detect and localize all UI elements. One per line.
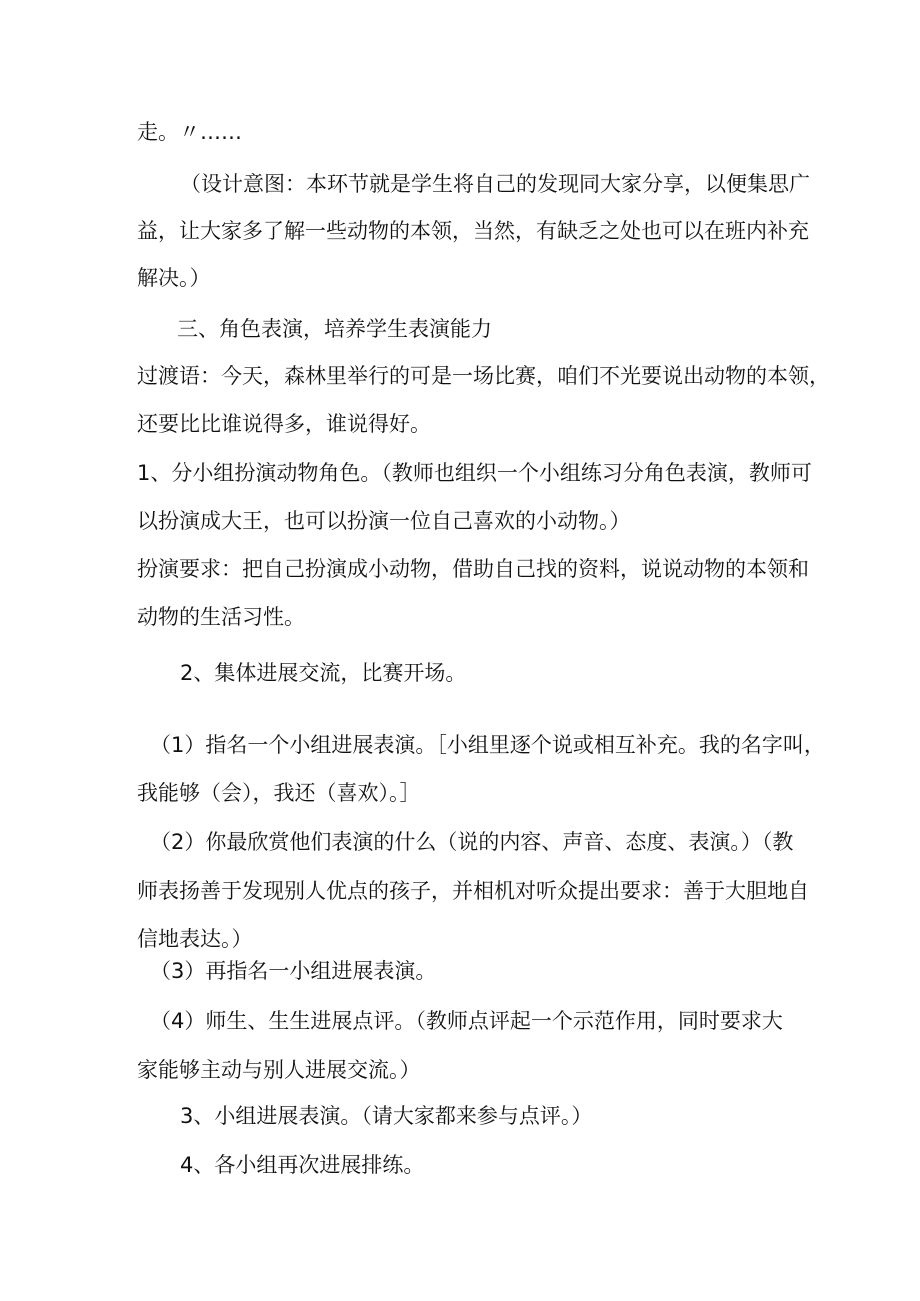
- text-line: 我能够（会），我还（喜欢）。］: [137, 781, 421, 805]
- text-line: 4、各小组再次进展排练。: [180, 1153, 425, 1177]
- text-line: （3）再指名一小组进展表演。: [150, 959, 437, 983]
- text-line: （设计意图：本环节就是学生将自己的发现同大家分享，以便集思广: [180, 172, 810, 196]
- text-line: 过渡语：今天，森林里举行的可是一场比赛，咱们不光要说出动物的本领，: [137, 364, 830, 388]
- text-line: 益，让大家多了解一些动物的本领，当然，有缺乏之处也可以在班内补充: [137, 219, 809, 243]
- text-line: 2、集体进展交流，比赛开场。: [180, 661, 467, 685]
- text-line: （1）指名一个小组进展表演。［小组里逐个说或相互补充。我的名字叫，: [150, 733, 825, 757]
- text-line: 师表扬善于发现别人优点的孩子，并相机对听众提出要求：善于大胆地自: [137, 879, 809, 903]
- text-line: 还要比比谁说得多，谁说得好。: [137, 412, 431, 436]
- text-line: 家能够主动与别人进展交流。）: [137, 1058, 421, 1082]
- text-line: 1、分小组扮演动物角色。（教师也组织一个小组练习分角色表演，教师可: [137, 461, 812, 485]
- text-line: 以扮演成大王，也可以扮演一位自己喜欢的小动物。）: [137, 509, 631, 533]
- text-line: 3、小组进展表演。（请大家都来参与点评。）: [180, 1104, 593, 1128]
- text-line: 走。〃……: [137, 120, 242, 144]
- text-line: 解决。）: [137, 266, 211, 290]
- text-line: 信地表达。）: [137, 927, 253, 951]
- text-line: 扮演要求：把自己扮演成小动物，借助自己找的资料，说说动物的本领和: [137, 557, 809, 581]
- text-line: 动物的生活习性。: [137, 605, 305, 629]
- text-line: （2）你最欣赏他们表演的什么（说的内容、声音、态度、表演。）（教: [150, 830, 794, 854]
- section-heading: 三、角色表演，培养学生表演能力: [177, 317, 492, 341]
- text-line: （4）师生、生生进展点评。（教师点评起一个示范作用，同时要求大: [150, 1009, 783, 1033]
